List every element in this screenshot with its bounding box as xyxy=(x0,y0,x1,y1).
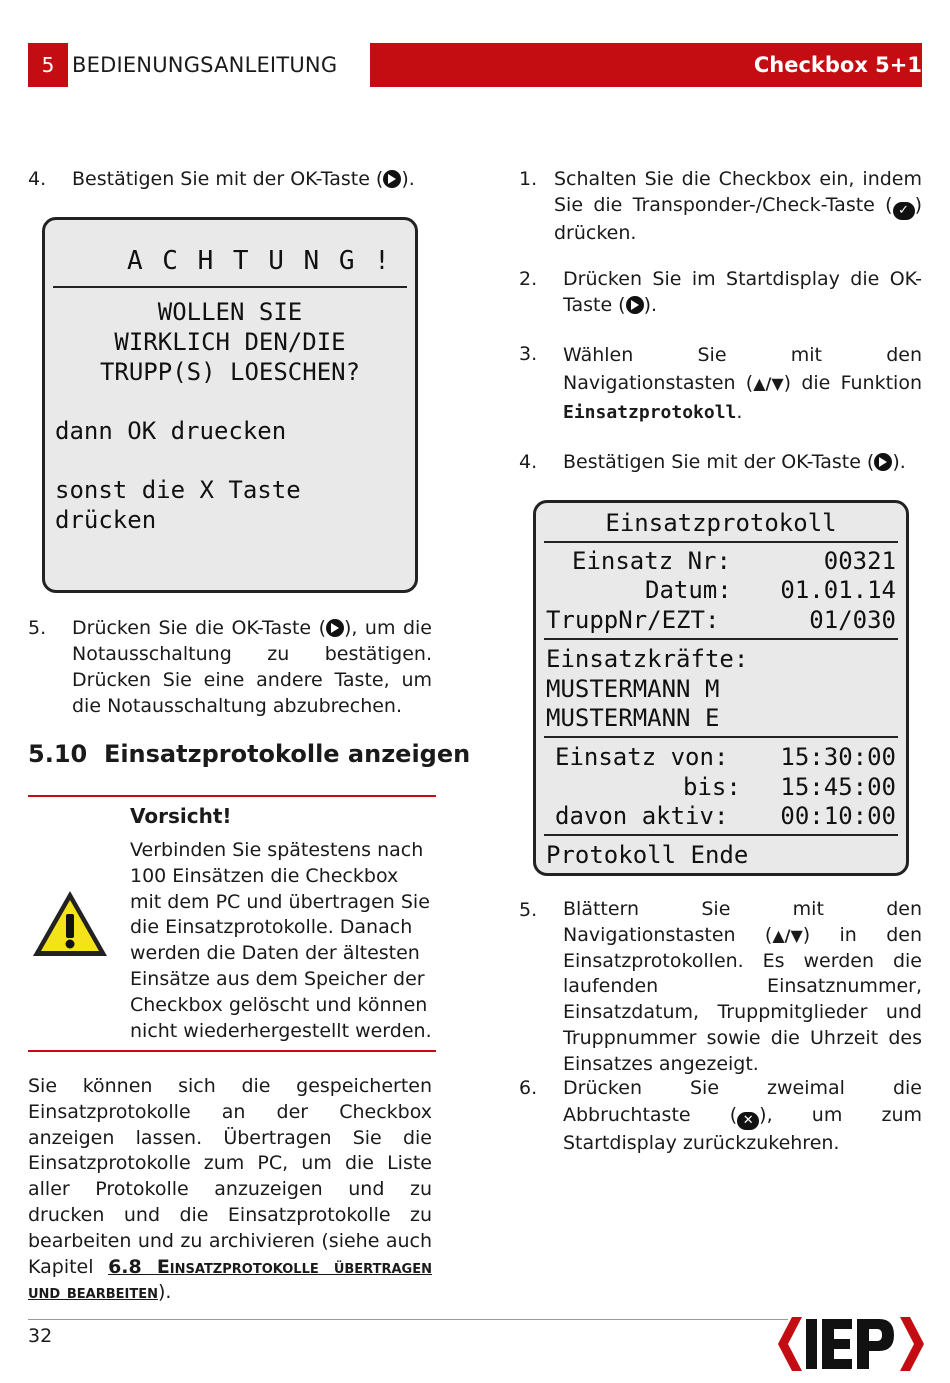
page-number: 32 xyxy=(28,1325,53,1347)
check-key-icon: ✓ xyxy=(893,202,915,220)
display-label: Einsatz von: xyxy=(555,743,729,771)
display-label: Einsatz Nr: xyxy=(572,547,731,575)
display-protocol xyxy=(533,500,909,876)
step-text: Blättern Sie mit den Navigationstasten (▲/▼) in den Einsatzprotokollen. Es werden die laufenden Einsatznummer, Einsatzdatum, Truppmitglieder und Truppnummer sowie die Uhrzeit des Einsatzes angezeigt. xyxy=(563,898,922,1075)
caution-bottom-rule xyxy=(28,1050,436,1052)
display-title: Einsatzprotokoll xyxy=(605,509,837,537)
footer-rule xyxy=(28,1319,788,1320)
step-text: Drücken Sie zweimal die Abbruchtaste ( ✕ ), um zum Startdisplay zurückzukehren. xyxy=(563,1077,923,1154)
step-text: Bestätigen Sie mit der OK-Taste ( ). xyxy=(72,168,415,190)
display-line: sonst die X Taste xyxy=(55,476,301,504)
step-number: 4. xyxy=(519,451,538,473)
display-value: 01/030 xyxy=(809,606,896,634)
chapter-link[interactable]: 6.8 Einsatzprotokolle übertragen und bearbeiten xyxy=(28,1255,432,1304)
cancel-key-icon: ✕ xyxy=(737,1112,759,1130)
display-delete-warning xyxy=(42,217,418,593)
display-value: 01.01.14 xyxy=(780,576,896,604)
display-value: 15:45:00 xyxy=(780,773,896,801)
display-divider xyxy=(53,286,407,288)
display-line: Protokoll Ende xyxy=(546,841,749,869)
ok-key-icon xyxy=(626,296,644,314)
display-value: 00:10:00 xyxy=(780,802,896,830)
function-name: Einsatzprotokoll xyxy=(563,402,737,423)
display-line: dann OK druecken xyxy=(55,417,287,445)
step-number: 5. xyxy=(519,899,538,921)
product-name: Checkbox 5+1 xyxy=(753,53,922,77)
step-text: Drücken Sie die OK-Taste ( ), um die Notausschaltung zu bestätigen. Drücken Sie eine andere Taste, um die Notausschaltung abzubrechen. xyxy=(72,617,432,717)
step-number: 2. xyxy=(519,268,538,290)
nav-arrows-icon: ▲/▼ xyxy=(753,374,784,393)
caution-top-rule xyxy=(28,795,436,797)
ok-key-icon xyxy=(874,453,892,471)
step-number: 6. xyxy=(519,1077,538,1099)
iep-logo xyxy=(776,1313,928,1379)
display-line: drücken xyxy=(55,506,157,534)
display-line: MUSTERMANN M xyxy=(546,675,720,703)
intro-paragraph: Sie können sich die gespeicherten Einsatzprotokolle an der Checkbox anzeigen lassen. Übertragen Sie die Einsatzprotokolle zum PC, um die Liste aller Protokolle anzuzeigen und zu drucken und die Einsatzprotokolle zu bearbeiten und zu archivieren (siehe auch Kapitel 6.8 Einsatzprotokolle übertragen und bearbeiten). xyxy=(28,1075,432,1304)
display-divider xyxy=(544,736,898,738)
warning-triangle-icon xyxy=(30,888,110,964)
display-label: TruppNr/EZT: xyxy=(546,606,720,634)
step-number: 4. xyxy=(28,168,47,190)
step-number: 1. xyxy=(519,168,538,190)
step-text: Wählen Sie mit den Navigationstasten (▲/▼) die Funktion Einsatzprotokoll. xyxy=(563,344,922,423)
section-heading: 5.10 Einsatzprotokolle anzeigen xyxy=(28,740,471,768)
ok-key-icon xyxy=(383,170,401,188)
nav-arrows-icon: ▲/▼ xyxy=(772,925,803,945)
step-number: 5. xyxy=(28,617,47,639)
display-divider xyxy=(544,638,898,640)
caution-text: Verbinden Sie spätestens nach 100 Einsätzen die Checkbox mit dem PC und übertragen Sie die Einsatzprotokolle. Danach werden die Daten der ältesten Einsätze aus dem Speicher der Checkbox gelöscht und können nicht wiederhergestellt werden. xyxy=(130,839,432,1042)
display-label: davon aktiv: xyxy=(555,802,729,830)
display-value: 15:30:00 xyxy=(780,743,896,771)
step-text: Drücken Sie im Startdisplay die OK-Taste ( ). xyxy=(563,268,922,316)
chapter-number: 5 xyxy=(28,43,68,87)
display-line: WOLLEN SIE xyxy=(157,298,303,326)
display-label: Datum: xyxy=(645,576,732,604)
display-label: bis: xyxy=(683,773,741,801)
caution-title: Vorsicht! xyxy=(130,804,232,828)
step-number: 3. xyxy=(519,343,538,365)
display-line: WIRKLICH DEN/DIE xyxy=(114,328,346,356)
display-divider xyxy=(544,541,898,543)
chapter-title: BEDIENUNGSANLEITUNG xyxy=(72,53,338,77)
display-line: MUSTERMANN E xyxy=(546,704,720,732)
display-title: A C H T U N G ! xyxy=(127,246,392,276)
display-label: Einsatzkräfte: xyxy=(546,645,749,673)
display-line: TRUPP(S) LOESCHEN? xyxy=(99,358,361,386)
display-divider xyxy=(544,834,898,836)
step-text: Schalten Sie die Checkbox ein, indem Sie die Transponder-/Check-Taste ( ✓ ) drücken. xyxy=(554,168,922,244)
ok-key-icon xyxy=(326,619,344,637)
display-value: 00321 xyxy=(823,547,896,575)
step-text: Bestätigen Sie mit der OK-Taste ( ). xyxy=(563,451,906,473)
